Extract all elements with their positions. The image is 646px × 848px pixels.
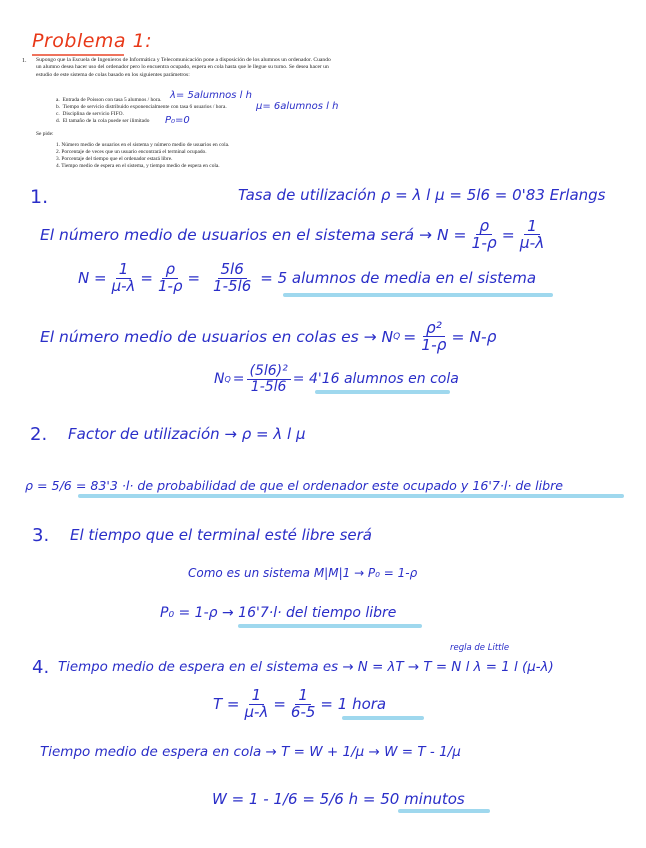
mm1-line: Como es un sistema M|M|1 → P₀ = 1-ρ [188,566,418,580]
utilization-factor-line: Factor de utilización → ρ = λ l μ [68,425,306,443]
section-2-number: 2. [30,424,48,445]
utilization-rate-line: Tasa de utilización ρ = λ l μ = 5l6 = 0'83 Erlangs [238,186,606,204]
section-4-number: 4. [32,657,50,678]
question-1: 1. Número medio de usuarios en el sistema y número medio de usuarios en cola. [56,142,230,148]
question-4: 4. Tiempo medio de espera en el sistema, y tiempo medio de espera en cola. [56,163,220,169]
section-3-number: 3. [32,525,50,546]
title-underline [32,54,124,56]
param-a: a. Entrada de Poisson con tasa 5 alumnos / hora. [56,97,162,103]
t-result: = 1 hora [320,695,387,714]
param-b: b. Tiempo de servicio distribuido exponencialmente con tasa 6 usuarios / hora. [56,104,227,110]
param-b-note: μ= 6alumnos l h [256,101,339,112]
n-formula-line: El número medio de usuarios en el sistema será → N = $\frac{\rho}{1-\rho}$ = $\frac{1}{\mu-\lambda}$ [40,217,545,253]
param-a-note: λ= 5alumnos l h [170,90,252,101]
question-3: 3. Porcentaje del tiempo que el ordenador estará libre. [56,156,173,162]
w-result-highlight [398,809,490,813]
w-calculation-line: W = 1 - 1/6 = 5/6 h = 50 minutos [212,790,465,808]
busy-probability-highlight [78,494,624,498]
free-time-highlight [238,624,422,628]
w-result: 50 minutos [380,790,465,808]
problem-title: Problema 1: [32,30,153,52]
problem-number: 1. [22,58,27,64]
param-d: d. El tamaño de la cola puede ser ilimitado [56,118,150,124]
param-d-note: P₀=0 [165,115,190,126]
t-result-highlight [342,716,424,720]
question-2: 2. Porcentaje de veces que un usuario encontrará el terminal ocupado. [56,149,207,155]
statement-text: Supongo que la Escuela de Ingenieros de Informática y Telecomunicación pone a disposición de los alumnos un ordenador. Cuando un alumno desea hacer uso del ordenador pero lo encuentra ocupado, espera en cola hasta que le llegue su turno. Se desea hacer un estudio de este sistema de colas basado en los siguientes parámetros: [36,57,331,78]
free-time-intro: El tiempo que el terminal esté libre será [70,526,372,544]
n-result: = 5 alumnos de media en el sistema [260,269,537,288]
nq-result-highlight [315,390,450,394]
se-pide: Se pide: [36,131,54,137]
nq-result: = 4'16 alumnos en cola [292,371,459,388]
free-time-result: 16'7·l· del tiempo libre [238,605,397,621]
free-time-line: P₀ = 1-ρ → 16'7·l· del tiempo libre [160,605,397,621]
queue-wait-line: Tiempo medio de espera en cola → T = W + 1/μ → W = T - 1/μ [40,744,461,760]
little-rule-note: regla de Little [450,643,510,653]
system-wait-line: Tiempo medio de espera en el sistema es → N = λT → T = N l λ = 1 l (μ-λ) [58,660,554,675]
busy-probability-line: ρ = 5/6 = 83'3 ·l· de probabilidad de que el ordenador este ocupado y 16'7·l· de libre [25,478,564,493]
problem-statement [36,57,336,79]
nq-calculation-line: N Q = $\frac{\text{(5l6)²}}{1-5l6}$ = 4'16 alumnos en cola [214,363,459,395]
n-result-highlight [283,293,553,297]
nq-formula-line: El número medio de usuarios en colas es → N Q = $\frac{\text{ρ²}}{1-\rho}$ = N-ρ [40,319,497,355]
n-calculation-line: N = $\frac{1}{\mu-\lambda}$ = $\frac{\rho}{1-\rho}$ = $\frac{5l6}{1-5l6}$ = 5 alumnos de media en el sistema [78,260,537,295]
param-c: c. Disciplina de servicio FIFO. [56,111,124,117]
t-calculation-line: T = $\frac{1}{\mu-\lambda}$ = $\frac{1}{6-5}$ = 1 hora [213,686,387,721]
section-1-number: 1. [30,186,49,208]
